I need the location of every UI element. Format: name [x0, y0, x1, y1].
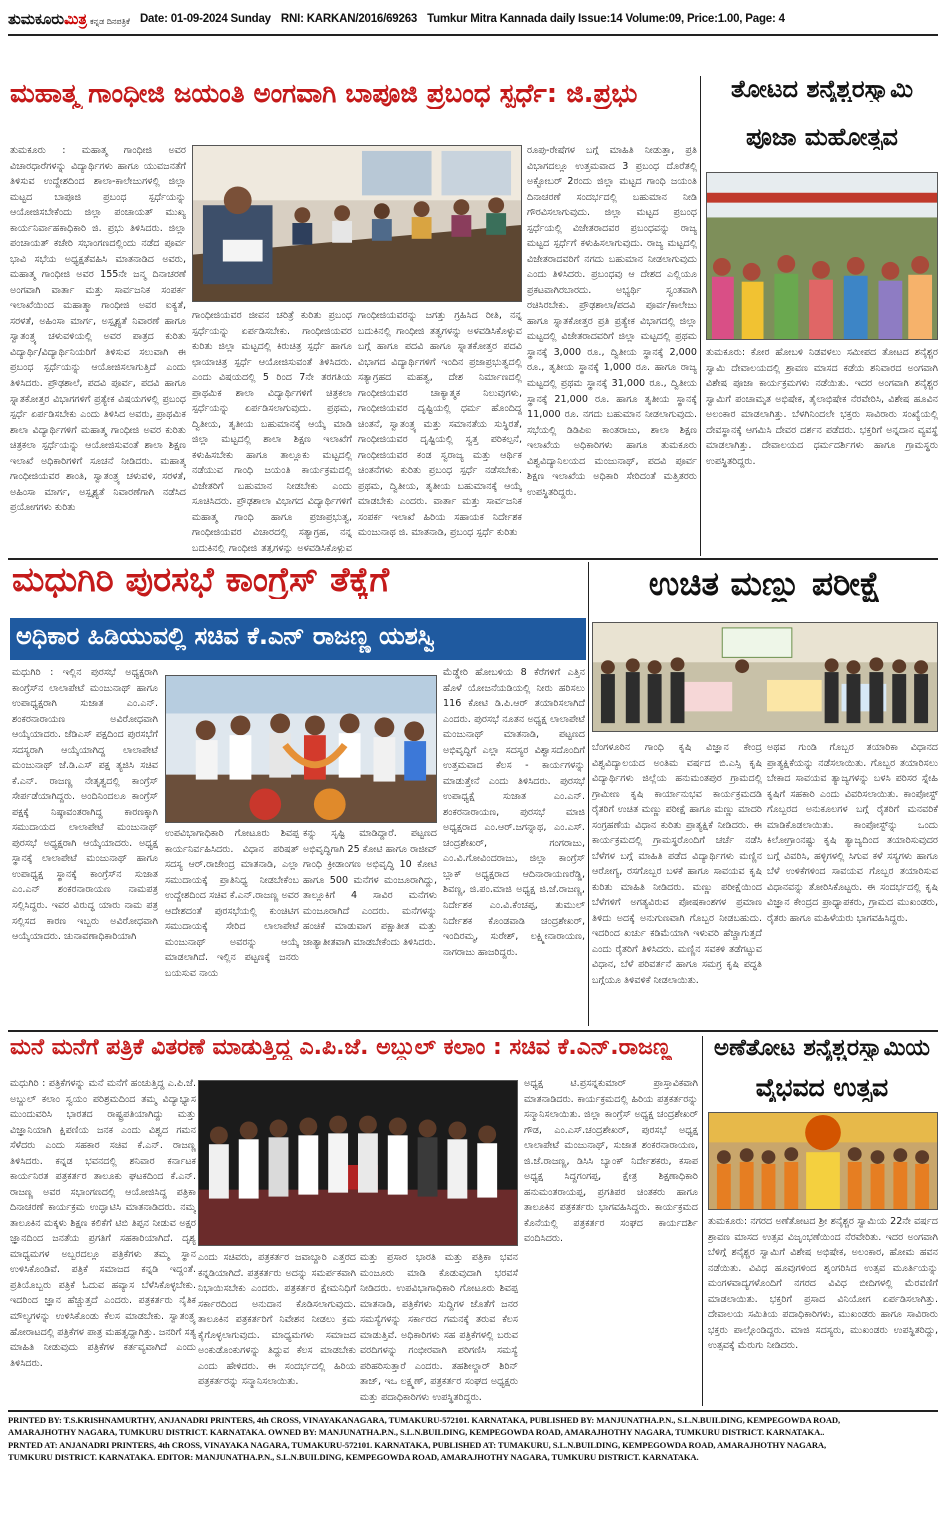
- soil-column-1: ಬೆಂಗಳೂರಿನ ಗಾಂಧಿ ಕೃಷಿ ವಿಜ್ಞಾನ ಕೇಂದ್ರ ವಿಶ್ವವಿದ್ಯಾಲಯದ ಅಂತಿಮ ವರ್ಷದ ಬಿ.ಎಸ್ಸಿ ಕೃಷಿ ವಿದ್ಯಾರ್ಥಿಗಳು ಜಿಲ್ಲೆಯ ಹನುಮಂತಪುರ ಗ್ರಾಮದಲ್ಲಿ ಗ್ರಾಮೀಣ ಕೃಷಿ ಕಾರ್ಯಾನುಭವ ಕಾರ್ಯಕ್ರಮದಡಿ ರೈತರಿಗೆ ಉಚಿತ ಮಣ್ಣು ಪರೀಕ್ಷೆ ಹಾಗೂ ಮಣ್ಣು ಮಾದರಿ ಸಂಗ್ರಹಣೆಯ ವಿಧಾನ ಕುರಿತು ಪ್ರಾತ್ಯಕ್ಷಿಕೆ ನೀಡಿದರು. ಈ ಕಾರ್ಯಕ್ರಮದಲ್ಲಿ ಗ್ರಾಮಸ್ಥರೊಂದಿಗೆ ಚರ್ಚೆ ನಡೆಸಿ ಬೆಳೆಗಳ ಬಗ್ಗೆ ಮಾಹಿತಿ ಪಡೆದ ವಿದ್ಯಾರ್ಥಿಗಳು ಮಣ್ಣಿನ ಆರೋಗ್ಯ, ರಸಗೊಬ್ಬರ ಬಳಕೆ ಹಾಗೂ ಸಾವಯವ ಕೃಷಿ ಕುರಿತು ಮಾಹಿತಿ ನೀಡಿದರು. ಮಣ್ಣು ಪರೀಕ್ಷೆಯಿಂದ ಬೆಳೆಗಳಿಗೆ ಅಗತ್ಯವಿರುವ ಪೋಷಕಾಂಶಗಳ ಪ್ರಮಾಣ ತಿಳಿದು ಅದಕ್ಕೆ ಅನುಗುಣವಾಗಿ ಗೊಬ್ಬರ ನೀಡಬಹುದು. ಇದರಿಂದ ಖರ್ಚು ಕಡಿಮೆಯಾಗಿ ಇಳುವರಿ ಹೆಚ್ಚಾಗುತ್ತದೆ ಎಂದು ರೈತರಿಗೆ ತಿಳಿಸಿದರು. ಮಣ್ಣಿನ ಸವಕಳಿ ತಡೆಗಟ್ಟುವ ವಿಧಾನ, ಬೆಳೆ ಪರಿವರ್ತನೆ ಹಾಗೂ ಸಮಗ್ರ ಕೃಷಿ ಪದ್ಧತಿ ಬಗ್ಗೆಯೂ ತಿಳಿವಳಿಕೆ ನೀಡಲಾಯಿತು.: [592, 742, 762, 986]
- newspaper-logo: [8, 10, 130, 28]
- story1-meeting-photo: [192, 145, 522, 302]
- story2-column-4: ಮೆಡ್ಡೇರಿ ಹೋಬಳಿಯ 8 ಕೆರೆಗಳಿಗೆ ಎತ್ತಿನ ಹೊಳೆ ಯೋಜನೆಯಡಿಯಲ್ಲಿ ನೀರು ಹರಿಸಲು 116 ಕೋಟಿ ಡಿ.ಪಿ.ಆರ್ ತಯಾರಿಸಲಾಗಿದೆ ಎಂದರು. ಪುರಸಭೆ ನೂತನ ಅಧ್ಯಕ್ಷ ಲಾಲಾಪೇಟೆ ಮಂಜುನಾಥ್ ಮಾತನಾಡಿ, ಪಟ್ಟಣದ ಅಭಿವೃದ್ಧಿಗೆ ಎಲ್ಲಾ ಸದಸ್ಯರ ವಿಶ್ವಾಸದೊಂದಿಗೆ ಉತ್ತಮವಾದ ಕೆಲಸ - ಕಾರ್ಯಗಳನ್ನು ಮಾಡುತ್ತೇನೆ ಎಂದು ತಿಳಿಸಿದರು. ಪುರಸಭೆ ಉಪಾಧ್ಯಕ್ಷೆ ಸುಜಾತ ಎಂ.ಎನ್. ಶಂಕರನಾರಾಯಣ, ಪುರಸಭೆ ಮಾಜಿ ಅಧ್ಯಕ್ಷರಾದ ಎಂ.ಆರ್.ಜಗನ್ನಾಥ, ಎಂ.ಎಸ್. ಚಂದ್ರಶೇಖರ್, ಗಂಗರಾಜು, ಎಂ.ವಿ.ಗೋವಿಂದರಾಜು, ಜಿಲ್ಲಾ ಕಾಂಗ್ರೆಸ್ ಬ್ಲಾಕ್ ಅಧ್ಯಕ್ಷರಾದ ಆದಿನಾರಾಯಣರೆಡ್ಡಿ, ಶಿವಣ್ಣ, ಜಿ.ಪಂ.ಮಾಜಿ ಅಧ್ಯಕ್ಷ ಜಿ.ಜೆ.ರಾಜಣ್ಣ, ನಿರ್ದೇಶಕ ಎಂ.ವಿ.ಕೆಂಚಪ್ಪ, ತುಮುಲ್ ನಿರ್ದೇಶಕ ಕೊಂಡವಾಡಿ ಚಂದ್ರಶೇಖರ್, ಇಂದಿರಮ್ಮ, ಸುರೇಶ್, ಲಕ್ಷ್ಮೀನಾರಾಯಣ, ನಾಗರಾಜು ಹಾಜರಿದ್ದರು.: [443, 667, 585, 958]
- temple2-body: ತುಮಕೂರು: ನಗರದ ಅಣೆತೋಟದ ಶ್ರೀ ಶನೈಶ್ಚರ ಸ್ವಾಮಿಯ 22ನೇ ವರ್ಷದ ಶ್ರಾವಣ ಮಾಸದ ಉತ್ಸವ ವಿಜೃಂಭಣೆಯಿಂದ ನೆರವೇರಿತು. ಇದರ ಅಂಗವಾಗಿ ಬೆಳಿಗ್ಗೆ ಶನೈಶ್ಚರ ಸ್ವಾಮಿಗೆ ವಿಶೇಷ ಅಭಿಷೇಕ, ಅಲಂಕಾರ, ಹೋಮ ಹವನ ನಡೆಯಿತು. ವಿವಿಧ ಹೂವುಗಳಿಂದ ಶೃಂಗರಿಸಿದ ಉತ್ಸವ ಮೂರ್ತಿಯನ್ನು ಮಂಗಳವಾದ್ಯಗಳೊಂದಿಗೆ ನಗರದ ವಿವಿಧ ಬೀದಿಗಳಲ್ಲಿ ಮೆರವಣಿಗೆ ಮಾಡಲಾಯಿತು. ಭಕ್ತರಿಗೆ ಪ್ರಸಾದ ವಿನಿಯೋಗ ಏರ್ಪಡಿಸಲಾಗಿತ್ತು. ದೇವಾಲಯ ಸಮಿತಿಯ ಪದಾಧಿಕಾರಿಗಳು, ಮುಖಂಡರು ಹಾಗೂ ಸಾವಿರಾರು ಭಕ್ತರು ಪಾಲ್ಗೊಂಡಿದ್ದರು. ಮಾಜಿ ಸದಸ್ಯರು, ಮುಖಂಡರು ಉಪಸ್ಥಿತರಿದ್ದು, ಉತ್ಸವಕ್ಕೆ ಮೆರುಗು ನೀಡಿದರು.: [708, 1216, 938, 1352]
- story3-column-4: ಅಧ್ಯಕ್ಷ ಟಿ.ಪ್ರಸನ್ನಕುಮಾರ್ ಪ್ರಾಸ್ತಾವಿಕವಾಗಿ ಮಾತನಾಡಿದರು. ಕಾರ್ಯಕ್ರಮದಲ್ಲಿ ಹಿರಿಯ ಪತ್ರಕರ್ತರನ್ನು ಸನ್ಮಾನಿಸಲಾಯಿತು. ಜಿಲ್ಲಾ ಕಾಂಗ್ರೆಸ್ ಅಧ್ಯಕ್ಷ ಚಂದ್ರಶೇಖರ್ ಗೌಡ, ಎಂ.ಎಸ್.ಚಂದ್ರಶೇಖರ್, ಪುರಸಭೆ ಅಧ್ಯಕ್ಷ ಲಾಲಾಪೇಟೆ ಮಂಜುನಾಥ್, ಸುಜಾತ ಶಂಕರನಾರಾಯಣ, ಜಿ.ಜೆ.ರಾಜಣ್ಣ, ಡಿಸಿಸಿ ಬ್ಯಾಂಕ್ ನಿರ್ದೇಶಕರು, ಕಸಾಪ ಅಧ್ಯಕ್ಷ ಸಿದ್ದಗಂಗಪ್ಪ, ಕ್ಷೇತ್ರ ಶಿಕ್ಷಣಾಧಿಕಾರಿ ಹನುಮಂತರಾಯಪ್ಪ, ಪ್ರಗತಿಪರ ಚಿಂತಕರು ಹಾಗೂ ತಾಲೂಕಿನ ಪತ್ರಕರ್ತರು ಭಾಗವಹಿಸಿದ್ದರು. ಕಾರ್ಯಕ್ರಮದ ಕೊನೆಯಲ್ಲಿ ಪತ್ರಕರ್ತರ ಸಂಘದ ಕಾರ್ಯದರ್ಶಿ ವಂದಿಸಿದರು.: [524, 1078, 698, 1245]
- temple1-body: ತುಮಕೂರು: ಕೋರ ಹೋಬಳಿ ನಿಡವಳಲು ಸಮೀಪದ ತೋಟದ ಶನೈಶ್ಚರ ಸ್ವಾಮಿ ದೇವಾಲಯದಲ್ಲಿ ಶ್ರಾವಣ ಮಾಸದ ಕಡೆಯ ಶನಿವಾರದ ಅಂಗವಾಗಿ ವಿಶೇಷ ಪೂಜಾ ಕಾರ್ಯಕ್ರಮಗಳು ನಡೆಯಿತು. ಇದರ ಅಂಗವಾಗಿ ಶನೈಶ್ಚರ ಸ್ವಾಮಿಗೆ ಪಂಚಾಮೃತ ಅಭಿಷೇಕ, ತೈಲಾಭಿಷೇಕ ನೆರವೇರಿಸಿ, ವಿಶೇಷ ಹೂವಿನ ಅಲಂಕಾರ ಮಾಡಲಾಗಿತ್ತು. ಬೆಳಗಿನಿಂದಲೇ ಭಕ್ತರು ಸಾವಿರಾರು ಸಂಖ್ಯೆಯಲ್ಲಿ ದೇವಸ್ಥಾನಕ್ಕೆ ಆಗಮಿಸಿ ದೇವರ ದರ್ಶನ ಪಡೆದರು. ಭಕ್ತರಿಗೆ ಅನ್ನದಾನ ವ್ಯವಸ್ಥೆ ಮಾಡಲಾಗಿತ್ತು. ದೇವಾಲಯದ ಧರ್ಮದರ್ಶಿಗಳು ಹಾಗೂ ಗ್ರಾಮಸ್ಥರು ಉಪಸ್ಥಿತರಿದ್ದರು.: [706, 347, 938, 467]
- temple-crowd-image: [707, 173, 937, 339]
- story1-column-1: ತುಮಕೂರು : ಮಹಾತ್ಮ ಗಾಂಧೀಜಿ ಅವರ ವಿಚಾರಧಾರೆಗಳನ್ನು ವಿದ್ಯಾರ್ಥಿಗಳು ಹಾಗೂ ಯುವಜನತೆಗೆ ತಿಳಿಸುವ ಉದ್ದೇಶದಿಂದ ಶಾಲಾ-ಕಾಲೇಜುಗಳಲ್ಲಿ ಜಿಲ್ಲಾ ಮಟ್ಟದ ಬಾಪೂಜಿ ಪ್ರಬಂಧ ಸ್ಪರ್ಧೆಯನ್ನು ಆಯೋಜಿಸಬೇಕೆಂದು ಜಿಲ್ಲಾ ಪಂಚಾಯತ್ ಮುಖ್ಯ ಕಾರ್ಯನಿರ್ವಾಹಕಾಧಿಕಾರಿ ಜಿ. ಪ್ರಭು ತಿಳಿಸಿದರು. ಜಿಲ್ಲಾ ಪಂಚಾಯತ್ ಕಚೇರಿ ಸಭಾಂಗಣದಲ್ಲಿಂದು ನಡೆದ ಪೂರ್ವ ಭಾವಿ ಸಭೆಯ ಅಧ್ಯಕ್ಷತೆವಹಿಸಿ ಮಾತನಾಡಿದ ಅವರು, ಮಹಾತ್ಮ ಗಾಂಧೀಜಿ ಅವರ 155ನೇ ಜನ್ಮ ದಿನಾಚರಣೆ ಅಂಗವಾಗಿ ವಾರ್ತಾ ಮತ್ತು ಸಾರ್ವಜನಿಕ ಸಂಪರ್ಕ ಇಲಾಖೆಯಿಂದ ಮಹಾತ್ಮಾ ಗಾಂಧೀಜಿ ಅವರ ಐಕ್ಯತೆ, ಸರಳತೆ, ಅಹಿಂಸಾ ಮಾರ್ಗ, ಅಸ್ಪೃಶ್ಯತೆ ನಿವಾರಣೆ ಹಾಗೂ ಸ್ವಾತಂತ್ರ್ಯ ಚಳುವಳಿಯಲ್ಲಿ ಅವರ ಪಾತ್ರದ ಕುರಿತು ವಿದ್ಯಾರ್ಥಿ/ವಿದ್ಯಾರ್ಥಿನಿಯರಿಗೆ ತಿಳಿಸುವ ಸಲುವಾಗಿ ಈ ಪ್ರಬಂಧ ಸ್ಪರ್ಧೆಯನ್ನು ಆಯೋಜಿಸಲಾಗುತ್ತಿದೆ ಎಂದು ತಿಳಿಸಿದರು. ಪ್ರೌಢಶಾಲೆ, ಪದವಿ ಪೂರ್ವ, ಪದವಿ ಹಾಗೂ ಸ್ನಾತಕೋತ್ತರ ವಿಭಾಗಗಳಿಗೆ ಪ್ರತ್ಯೇಕ ವಿಷಯಗಳಲ್ಲಿ ಪ್ರಬಂಧ ಸ್ಪರ್ಧೆ ಏರ್ಪಡಿಸಬೇಕು ಎಂದು ತಿಳಿಸಿದ ಅವರು, ಪ್ರಾಥಮಿಕ ಶಾಲಾ ವಿದ್ಯಾರ್ಥಿಗಳಿಗೆ ಮಹಾತ್ಮ ಗಾಂಧೀಜಿ ಅವರ ಕುರಿತು ಚಿತ್ರಕಲಾ ಸ್ಪರ್ಧೆಯನ್ನು ಆಯೋಜಿಸುವಂತೆ ಶಾಲಾ ಶಿಕ್ಷಣ ಇಲಾಖೆ ಅಧಿಕಾರಿಗಳಿಗೆ ಸೂಚನೆ ನೀಡಿದರು. ಮಹಾತ್ಮ ಗಾಂಧೀಜಿಯವರ ಶಾಂತಿ, ಸ್ವಾತಂತ್ರ್ಯ ಚಳುವಳಿ, ಸರಳತೆ, ಅಹಿಂಸಾ ಮಾರ್ಗ, ಅಸ್ಪೃಶ್ಯತೆ ನಿವಾರಣೆಗಾಗಿ ನಡೆಸಿದ ಪ್ರಯೋಗಗಳು ಕುರಿತು: [10, 145, 186, 514]
- temple1-headline-line1: ತೋಟದ ಶನೈಶ್ಚರಸ್ವಾಮಿ: [730, 76, 914, 103]
- story1-column-3: ಗಾಂಧೀಜಿಯವರನ್ನು ಜಗತ್ತು ಗ್ರಹಿಸಿದ ರೀತಿ, ನನ್ನ ಬದುಕಿನಲ್ಲಿ ಗಾಂಧೀಜಿ ತತ್ವಗಳನ್ನು ಅಳವಡಿಸಿಕೊಳ್ಳುವ ಬಗ್ಗೆ ಹಾಗೂ ಪದವಿ ಹಾಗೂ ಸ್ನಾತಕೋತ್ತರ ಪದವಿ ವಿಭಾಗದ ವಿದ್ಯಾರ್ಥಿಗಳಿಗೆ ಇಂದಿನ ಪ್ರಜಾಪ್ರಭುತ್ವದಲ್ಲಿ ಸತ್ಯಾಗ್ರಹದ ಮಹತ್ವ, ದೇಶ ನಿರ್ಮಾಣದಲ್ಲಿ ಗಾಂಧೀಜಿಯವರ ಚಾಕ್ಯಾತ್ಮಕ ನಿಲುವುಗಳು, ಗಾಂಧೀಜಿಯವರ ದೃಷ್ಟಿಯಲ್ಲಿ ಧರ್ಮ ಹೊಂದಿದ್ದ ಚಿಂತನೆ, ಸ್ವಾತಂತ್ರ್ಯ ಮತ್ತು ಸಮಾನತೆಯ ಸುಸ್ಥಿರತೆ, ಗಾಂಧೀಜಿಯವರ ದೃಷ್ಟಿಯಲ್ಲಿ ಸ್ವತ್ತ ಪರಿಕಲ್ಪನೆ, ಗಾಂಧೀಜಿಯವರ ಕಂಡ ಸ್ವರಾಜ್ಯ ಮತ್ತು ಆರ್ಥಿಕ ಚಿಂತನೆಗಳು ಕುರಿತು ಪ್ರಬಂಧ ಸ್ಪರ್ಧೆ ನಡೆಸಬೇಕು. ಪ್ರಥಮ, ದ್ವಿತೀಯ, ತೃತೀಯ ಬಹುಮಾನಕ್ಕೆ ಆಯ್ಕೆ ಮಾಡಬೇಕು ಎಂದರು. ವಾರ್ತಾ ಮತ್ತು ಸಾರ್ವಜನಿಕ ಸಂಪರ್ಕ ಇಲಾಖೆ ಹಿರಿಯ ಸಹಾಯಕ ನಿರ್ದೇಶಕ ಮಂಜುನಾಥ ಜಿ. ಮಾತನಾಡಿ, ಪ್ರಬಂಧ ಸ್ಪರ್ಧೆ ಕುರಿತು: [358, 310, 522, 539]
- temple1-devotees-photo: [706, 172, 938, 340]
- imprint-footer: [8, 1414, 938, 1484]
- temple2-headline-line1: ಅಣೆತೋಟ ಶನೈಶ್ಚರಸ್ವಾಮಿಯ: [713, 1036, 931, 1061]
- story2-column-3: ಕನ್ನು ಸೃಷ್ಟಿ ಮಾಡಿದ್ದಾರೆ. ಪಟ್ಟಣದ ಅಭಿವೃದ್ಧಿಗಾಗಿ 25 ಕೋಟಿ ಹಾಗೂ ರಾಜೀವ್ ಗಾಂಧಿ ಕ್ರೀಡಾಂಗಣ ಅಭಿವೃದ್ಧಿ 10 ಕೋಟಿ ಹಾಗೂ 500 ಮನೆಗಳ ಮಂಜೂರಾಗಿದ್ದು, ತಾಲ್ಲೂಕಿಗೆ 4 ಸಾವಿರ ಮನೆಗಳು ಮಂಜೂರಾಗಿದೆ ಎಂದರು. ಮನೆಗಳನ್ನು ಹಂಚಿಕೆ ಮಾಡುವಾಗ ಪಕ್ಷಾತೀತ ಮತ್ತು ಜಾತ್ಯಾತೀತವಾಗಿ ಮಾಡಬೇಕೆಂದು ತಿಳಿಸಿದರು.: [303, 828, 437, 948]
- story2-column-2: ಉಪವಿಭಾಗಾಧಿಕಾರಿ ಗೋಟೂರು ಶಿವಪ್ಪ ಕಾರ್ಯನಿರ್ವಹಿಸಿದರು. ವಿಧಾನ ಪರಿಷತ್ ಸದಸ್ಯ ಆರ್.ರಾಜೇಂದ್ರ ಮಾತನಾಡಿ, ಎಲ್ಲಾ ಸಮುದಾಯಕ್ಕೆ ಪ್ರಾತಿನಿಧ್ಯ ನೀಡಬೇಕೆಂಬ ಉದ್ದೇಶದಿಂದ ಸಚಿವ ಕೆ.ಎನ್.ರಾಜಣ್ಣ ಅವರ ಆದೇಶದಂತೆ ಪುರಸಭೆಯಲ್ಲಿ ಕುಂಚಿಟಿಗ ಸಮುದಾಯಕ್ಕೆ ಸೇರಿದ ಲಾಲಾಪೇಟೆ ಮಂಜುನಾಥ್ ಅವರನ್ನು ಆಯ್ಕೆ ಮಾಡಲಾಗಿದೆ. ಇಲ್ಲಿನ ಪಟ್ಟಣಕ್ಕೆ ಜನರು ಬಯಸುವ ನಾಯ: [165, 828, 299, 979]
- story1-column-4: ರೂಪು-ರೇಷೆಗಳ ಬಗ್ಗೆ ಮಾಹಿತಿ ನೀಡುತ್ತಾ, ಪ್ರತಿ ವಿಭಾಗದಲ್ಲೂ ಉತ್ತಮವಾದ 3 ಪ್ರಬಂಧ ದೊರೆತಲ್ಲಿ ಅಕ್ಟೋಬರ್ 2ರಂದು ಜಿಲ್ಲಾ ಮಟ್ಟದ ಗಾಂಧಿ ಜಯಂತಿ ದಿನಾಚರಣೆ ಸಂದರ್ಭದಲ್ಲಿ ಬಹುಮಾನ ನೀಡಿ ಗೌರವಿಸಲಾಗುವುದು. ಜಿಲ್ಲಾ ಮಟ್ಟದ ಪ್ರಬಂಧ ಸ್ಪರ್ಧೆಯಲ್ಲಿ ವಿಜೇತರಾದವರ ಪ್ರಬಂಧವನ್ನು ರಾಜ್ಯ ಮಟ್ಟದ ಸ್ಪರ್ಧೆಗೆ ಕಳುಹಿಸಲಾಗುವುದು. ರಾಜ್ಯ ಮಟ್ಟದಲ್ಲಿ ವಿಜೇತರಾದವರಿಗೆ ನಗದು ಬಹುಮಾನ ನೀಡಲಾಗುವುದು ಎಂದು ತಿಳಿಸಿದರು. ಪ್ರಬಂಧವು ಆ ದೇಶದ ಎಲ್ಲಿಯೂ ಪ್ರಕಟವಾಗಿರಬಾರದು. ಅಭ್ಯರ್ಥಿ ಸ್ವಂತವಾಗಿ ರಚಿಸಿರಬೇಕು. ಪ್ರೌಢಶಾಲಾ/ಪದವಿ ಪೂರ್ವ/ಕಾಲೇಜು ಹಾಗೂ ಸ್ನಾತಕೋತ್ತರ ಪ್ರತಿ ಪ್ರತ್ಯೇಕ ವಿಭಾಗದಲ್ಲಿ ಜಿಲ್ಲಾ ಮಟ್ಟದಲ್ಲಿ ವಿಜೇತರಾದವರಿಗೆ ಜಿಲ್ಲಾ ಮಟ್ಟದಲ್ಲಿ ಪ್ರಥಮ ಸ್ಥಾನಕ್ಕೆ 3,000 ರೂ., ದ್ವಿತೀಯ ಸ್ಥಾನಕ್ಕೆ 2,000 ರೂ., ತೃತೀಯ ಸ್ಥಾನಕ್ಕೆ 1,000 ರೂ. ಹಾಗೂ ರಾಜ್ಯ ಮಟ್ಟದಲ್ಲಿ ಪ್ರಥಮ ಸ್ಥಾನಕ್ಕೆ 31,000 ರೂ., ದ್ವಿತೀಯ ಸ್ಥಾನಕ್ಕೆ 21,000 ರೂ. ಹಾಗೂ ತೃತೀಯ ಸ್ಥಾನಕ್ಕೆ 11,000 ರೂ. ನಗದು ಬಹುಮಾನ ನೀಡಲಾಗುವುದು. ಸಭೆಯಲ್ಲಿ ಡಿಡಿಪಿಐ ಕಾಂತರಾಜು, ಶಾಲಾ ಶಿಕ್ಷಣ ಇಲಾಖೆಯ ಅಧಿಕಾರಿಗಳು ಹಾಗೂ ತುಮಕೂರು ವಿಶ್ವವಿದ್ಯಾನಿಲಯದ ಮಂಜುನಾಥ್, ಪದವಿ ಪೂರ್ವ ಶಿಕ್ಷಣ ಇಲಾಖೆಯ ಅಧಿಕಾರಿ ಸೇರಿದಂತೆ ಮತ್ತಿತರರು ಉಪಸ್ಥಿತರಿದ್ದರು.: [527, 145, 697, 498]
- imprint-line-3: PRNTED AT: ANJANADRI PRINTERS, 4th CROSS, VINAYAKA NAGARA, TUMAKURU-572101. KARNATAKA, PUBLISHED AT: TUMAKURU, S.L.N.BUILDING, KEMPEGOWDA ROAD, AMARAJHOTHY NAGARA,: [8, 1439, 827, 1450]
- logo-word-mitra: ಮಿತ್ರ: [64, 10, 87, 28]
- footer-divider: [8, 1410, 938, 1412]
- story3-stage-photo: [198, 1080, 518, 1246]
- column-divider: [588, 562, 589, 1026]
- section-divider: [8, 1030, 938, 1032]
- story2-column-1: ಮಧುಗಿರಿ : ಇಲ್ಲಿನ ಪುರಸಭೆ ಅಧ್ಯಕ್ಷರಾಗಿ ಕಾಂಗ್ರೆಸ್‌ನ ಲಾಲಾಪೇಟೆ ಮಂಜುನಾಥ್ ಹಾಗೂ ಉಪಾಧ್ಯಕ್ಷರಾಗಿ ಸುಜಾತ ಎಂ.ಎನ್. ಶಂಕರನಾರಾಯಣ ಅವಿರೋಧವಾಗಿ ಆಯ್ಕೆಯಾದರು. ಜೆಡಿಎಸ್ ಪಕ್ಷದಿಂದ ಪುರಸಭೆಗೆ ಸದಸ್ಯರಾಗಿ ಆಯ್ಕೆಯಾಗಿದ್ದ ಲಾಲಾಪೇಟೆ ಮಂಜುನಾಥ್ ಜೆ.ಡಿ.ಎಸ್ ಪಕ್ಷ ತ್ಯಜಿಸಿ ಸಚಿವ ಕೆ.ಎನ್. ರಾಜಣ್ಣ ನೇತೃತ್ವದಲ್ಲಿ ಕಾಂಗ್ರೆಸ್ ಸೇರ್ಪಡೆಯಾಗಿದ್ದರು. ಅಂದಿನಿಂದಲೂ ಕಾಂಗ್ರೆಸ್ ಪಕ್ಷಕ್ಕೆ ನಿಷ್ಠಾವಂತರಾಗಿದ್ದ ಕಾರಣಕ್ಕಾಗಿ ಸಮುದಾಯದ ಲಾಲಾಪೇಟೆ ಮಂಜುನಾಥ್ ಪುರಸಭೆ ಅಧ್ಯಕ್ಷರಾಗಿ ಆಯ್ಕೆಯಾದರು. ಅಧ್ಯಕ್ಷ ಸ್ಥಾನಕ್ಕೆ ಲಾಲಾಪೇಟೆ ಮಂಜುನಾಥ್ ಹಾಗೂ ಉಪಾಧ್ಯಕ್ಷ ಸ್ಥಾನಕ್ಕೆ ಕಾಂಗ್ರೆಸ್‌ನ ಸುಜಾತ ಎಂ.ಎನ್ ಶಂಕರನಾರಾಯಣ ನಾಮಪತ್ರ ಸಲ್ಲಿಸಿದ್ದರು. ಇವರ ವಿರುದ್ಧ ಯಾರು ನಾಮ ಪತ್ರ ಸಲ್ಲಿಸದ ಕಾರಣ ಇಬ್ಬರು ಅವಿರೋಧವಾಗಿ ಆಯ್ಕೆಯಾದರು. ಚುನಾವಣಾಧಿಕಾರಿಯಾಗಿ: [12, 667, 158, 943]
- column-divider: [700, 76, 701, 556]
- story3-column-3: ಮತ್ತು ಪ್ರಸಾರ ಭಾರತಿ ಮತ್ತು ಪತ್ರಿಕಾ ಭವನ ಮಂಜೂರು ಮಾಡಿ ಕೊಡುವುದಾಗಿ ಭರವಸೆ ನೀಡಿದರು. ಉಪವಿಭಾಗಾಧಿಕಾರಿ ಗೋಟೂರು ಶಿವಪ್ಪ ಮಾತನಾಡಿ, ಪತ್ರಿಕೆಗಳು ಸುದ್ದಿಗಳ ಜೊತೆಗೆ ಜನರ ಸಮಸ್ಯೆಗಳನ್ನು ಸರ್ಕಾರದ ಗಮನಕ್ಕೆ ತರುವ ಕೆಲಸ ಮಾಡುತ್ತಿವೆ. ಅಧಿಕಾರಿಗಳು ಸಹ ಪತ್ರಿಕೆಗಳಲ್ಲಿ ಬರುವ ವರದಿಗಳನ್ನು ಗಂಭೀರವಾಗಿ ಪರಿಗಣಿಸಿ ಸಮಸ್ಯೆ ಪರಿಹರಿಸುತ್ತಾರೆ ಎಂದರು. ತಹಶೀಲ್ದಾರ್ ಶಿರಿನ್ ತಾಜ್, ಇಒ ಲಕ್ಷ್ಮಣ್, ಪತ್ರಕರ್ತರ ಸಂಘದ ಅಧ್ಯಕ್ಷರು ಮತ್ತು ಪದಾಧಿಕಾರಿಗಳು ಉಪಸ್ಥಿತರಿದ್ದರು.: [360, 1252, 518, 1403]
- temple2-headline-line2: ವೈಭವದ ಉತ್ಸವ: [755, 1074, 889, 1102]
- temple1-headline-line2: ಪೂಜಾ ಮಹೋತ್ಸವ: [746, 124, 898, 151]
- rni-number: RNI: KARKAN/2016/69263: [280, 13, 418, 25]
- story1-column-2: ಗಾಂಧೀಜಿಯವರ ಜೀವನ ಚರಿತ್ರೆ ಕುರಿತು ಪ್ರಬಂಧ ಸ್ಪರ್ಧೆಯನ್ನು ಏರ್ಪಡಿಸಬೇಕು. ಗಾಂಧೀಜಿಯವರ ಕುರಿತು ಜಿಲ್ಲಾ ಮಟ್ಟದಲ್ಲಿ ಕಿರುಚಿತ್ರ ಸ್ಪರ್ಧೆ ಹಾಗೂ ಛಾಯಾಚಿತ್ರ ಸ್ಪರ್ಧೆ ಆಯೋಜಿಸುವಂತೆ ತಿಳಿಸಿದರು. ಎಂದು ವಿಷಯದಲ್ಲಿ 5 ರಿಂದ 7ನೇ ತರಗತಿಯ ಪ್ರಾಥಮಿಕ ಶಾಲಾ ವಿದ್ಯಾರ್ಥಿಗಳಿಗೆ ಚಿತ್ರಕಲಾ ಸ್ಪರ್ಧೆಯನ್ನು ಏರ್ಪಡಿಸಲಾಗುವುದು. ಪ್ರಥಮ, ದ್ವಿತೀಯ, ತೃತೀಯ ಬಹುಮಾನಕ್ಕೆ ಆಯ್ಕೆ ಮಾಡಿ ಜಿಲ್ಲಾ ಮಟ್ಟದಲ್ಲಿ ಶಾಲಾ ಶಿಕ್ಷಣ ಇಲಾಖೆಗೆ ಕಳುಹಿಸಬೇಕು ಹಾಗೂ ತಾಲ್ಲೂಕು ಮಟ್ಟದಲ್ಲಿ ನಡೆಯುವ ಗಾಂಧಿ ಜಯಂತಿ ಕಾರ್ಯಕ್ರಮದಲ್ಲಿ ವಿಜೇತರಿಗೆ ಬಹುಮಾನ ನೀಡಬೇಕು ಎಂದು ಸೂಚಿಸಿದರು. ಪ್ರೌಢಶಾಲಾ ವಿಭಾಗದ ವಿದ್ಯಾರ್ಥಿಗಳಿಗೆ ಮಹಾತ್ಮ ಗಾಂಧಿ ಹಾಗೂ ಪ್ರಜಾಪ್ರಭುತ್ವ, ಗಾಂಧೀಜಿಯವರ ವಿಚಾರದಲ್ಲಿ ಸತ್ಯಾಗ್ರಹ, ನನ್ನ ಬದುಕಿನಲ್ಲಿ ಗಾಂಧೀಜಿ ತತ್ವಗಳನ್ನು ಅಳವಡಿಸಿಕೊಳ್ಳುವ: [192, 310, 352, 553]
- press-day-stage-image: [199, 1081, 517, 1245]
- story2-headline: ಮಧುಗಿರಿ ಪುರಸಭೆ ಕಾಂಗ್ರೆಸ್ ತೆಕ್ಕೆಗೆ: [12, 562, 390, 600]
- column-divider: [702, 1036, 703, 1406]
- story2-subhead-bar: [10, 618, 586, 660]
- imprint-line-2: AMARAJHOTHY NAGARA, TUMKURU DISTRICT. KARNATAKA. OWNED BY: MANJUNATHA.P.N., S.L.N.BUILDING, KEMPEGOWDA ROAD, AMARAJHOTHY NAGARA, TUMKURU DISTRICT. KARNATAKA..: [8, 1427, 825, 1438]
- section-divider: [8, 558, 938, 560]
- story1-headline: ಮಹಾತ್ಮ ಗಾಂಧೀಜಿ ಜಯಂತಿ ಅಂಗವಾಗಿ ಬಾಪೂಜಿ ಪ್ರಬಂಧ ಸ್ಪರ್ಧೆ: ಜಿ.ಪ್ರಭು: [10, 80, 638, 109]
- soil-column-2: ಅಥವ ಗುಂಡಿ ಗೊಬ್ಬರ ತಯಾರಿಕಾ ವಿಧಾನದ ಪ್ರಾತ್ಯಕ್ಷಿಕೆಯನ್ನು ನಡೆಸಲಾಯಿತು. ಗೊಬ್ಬರ ತಯಾರಿಸಲು ಬೇಕಾದ ಸಾವಯವ ತ್ಯಾಜ್ಯಗಳನ್ನು ಬಳಸಿ ಪರಿಸರ ಸ್ನೇಹಿ ಕೃಷಿಗೆ ಸಹಕಾರಿ ಎಂದು ವಿವರಿಸಲಾಯಿತು. ಕಾಂಪೋಸ್ಟ್ ಗೊಬ್ಬರದ ಅನುಕೂಲಗಳ ಬಗ್ಗೆ ರೈತರಿಗೆ ಮನವರಿಕೆ ಮಾಡಿಕೊಡಲಾಯಿತು. ಕಾಂಪೋಸ್ಟ್‌ನ್ನು ಒಂದು ಕಿಲೋಗ್ರಾಂನಷ್ಟು ಕೃಷಿ ತ್ಯಾಜ್ಯದಿಂದ ತಯಾರಿಸುವುದರ ಬಗ್ಗೆ ವಿವರಿಸಿ, ಹಳ್ಳಿಗಳಲ್ಲಿ ಸಿಗುವ ಕಳೆ ಸಸ್ಯಗಳು ಹಾಗೂ ಬೆಳೆ ಉಳಿಕೆಗಳಿಂದ ಸಾವಯವ ಗೊಬ್ಬರ ತಯಾರಿಸುವ ವಿಧಾನವನ್ನು ತೋರಿಸಿಕೊಟ್ಟರು. ಈ ಸಂದರ್ಭದಲ್ಲಿ ಕೃಷಿ ವಿಜ್ಞಾನ ಕೇಂದ್ರದ ಪ್ರಾಧ್ಯಾಪಕರು, ಗ್ರಾಮದ ಮುಖಂಡರು, ರೈತರು ಹಾಗೂ ಮಹಿಳೆಯರು ಭಾಗವಹಿಸಿದ್ದರು.: [767, 742, 938, 924]
- logo-word-tumakuru: ತುಮಕೂರು: [8, 10, 65, 28]
- story3-column-1: ಮಧುಗಿರಿ : ಪತ್ರಿಕೆಗಳನ್ನು ಮನೆ ಮನೆಗೆ ಹಂಚುತ್ತಿದ್ದ ಎ.ಪಿ.ಜೆ. ಅಬ್ದುಲ್ ಕಲಾಂ ಸ್ವಯಂ ಪರಿಶ್ರಮದಿಂದ ತಮ್ಮ ವಿದ್ಯಾಭ್ಯಾಸ ಮುಂದುವರಿಸಿ ಭಾರತದ ರಾಷ್ಟ್ರಪತಿಯಾಗಿದ್ದು ಮತ್ತು ವಿಜ್ಞಾನಿಯಾಗಿ ಕ್ಷಿಪಣಿಯ ಜನಕ ಎಂದು ವಿಶ್ವದ ಗಮನ ಸೆಳೆದರು ಎಂದು ಸಹಕಾರ ಸಚಿವ ಕೆ.ಎನ್. ರಾಜಣ್ಣ ತಿಳಿಸಿದರು. ಕನ್ನಡ ಭವನದಲ್ಲಿ ಶನಿವಾರ ಕರ್ನಾಟಕ ಕಾರ್ಯನಿರತ ಪತ್ರಕರ್ತರ ತಾಲೂಕು ಘಟಕದಿಂದ ಕೆ.ಎನ್. ರಾಜಣ್ಣ ಅವರ ಸಭಾಂಗಣದಲ್ಲಿ ಆಯೋಜಿಸಿದ್ದ ಪತ್ರಿಕಾ ದಿನಾಚರಣೆ ಕಾರ್ಯಕ್ರಮ ಉದ್ಘಾಟಿಸಿ ಮಾತನಾಡಿದರು. ನಮ್ಮ ತಾಲೂಕಿನ ಮಕ್ಕಳು ಶಿಕ್ಷಣ ಕಲಿಕೆಗೆ ಟಿಬಿ ತಿಪ್ಪನ ನೀಡುವ ಅಕ್ಷರ ಜ್ಞಾನದಿಂದ ಜನತೆಯ ಪ್ರಗತಿಗೆ ಸಹಕಾರಿಯಾಗಿದೆ. ದೃಶ್ಯ ಮಾಧ್ಯಮಗಳ ಅಬ್ಬರದಲ್ಲೂ ಪತ್ರಿಕೆಗಳು ತಮ್ಮ ಸ್ಥಾನ ಉಳಿಸಿಕೊಂಡಿವೆ. ಪತ್ರಿಕೆ ಸಮಾಜದ ಕನ್ನಡಿ ಇದ್ದಂತೆ. ಪ್ರತಿಯೊಬ್ಬರು ಪತ್ರಿಕೆ ಓದುವ ಹವ್ಯಾಸ ಬೆಳೆಸಿಕೊಳ್ಳಬೇಕು. ಇದರಿಂದ ಜ್ಞಾನ ಹೆಚ್ಚುತ್ತದೆ ಎಂದರು. ಪತ್ರಕರ್ತರು ನೈತಿಕ ಮೌಲ್ಯಗಳನ್ನು ಉಳಿಸಿಕೊಂಡು ಕೆಲಸ ಮಾಡಬೇಕು. ಸ್ವಾತಂತ್ರ್ಯ ಹೋರಾಟದಲ್ಲಿ ಪತ್ರಿಕೆಗಳ ಪಾತ್ರ ಮಹತ್ವದ್ದಾಗಿತ್ತು. ಜನರಿಗೆ ಸತ್ಯ ಮಾಹಿತಿ ನೀಡುವುದು ಪತ್ರಿಕೆಗಳ ಕರ್ತವ್ಯವಾಗಿದೆ ಎಂದು ತಿಳಿಸಿದರು.: [10, 1078, 196, 1369]
- logo-tagline: ಕನ್ನಡ ದಿನಪತ್ರಿಕೆ: [89, 17, 130, 26]
- students-group-image: [593, 623, 937, 731]
- masthead: [8, 4, 938, 36]
- story3-column-2: ಎಂದು ಸಚಿವರು, ಪತ್ರಕರ್ತರ ಜವಾಬ್ದಾರಿ ಎತ್ತರದ ಕನ್ನಡಿಯಾಗಿದೆ. ಪತ್ರಕರ್ತರು ಅದನ್ನು ಸಮರ್ಪಕವಾಗಿ ನಿಭಾಯಿಸಬೇಕು ಎಂದರು. ಪತ್ರಕರ್ತರ ಕ್ಷೇಮನಿಧಿಗೆ ಸರ್ಕಾರದಿಂದ ಅನುದಾನ ಕೊಡಿಸಲಾಗುವುದು. ತಾಲೂಕಿನ ಪತ್ರಕರ್ತರಿಗೆ ನಿವೇಶನ ನೀಡಲು ಕ್ರಮ ಕೈಗೊಳ್ಳಲಾಗುವುದು. ಮಾಧ್ಯಮಗಳು ಸಮಾಜದ ಅಂಕುಡೊಂಕುಗಳನ್ನು ತಿದ್ದುವ ಕೆಲಸ ಮಾಡಬೇಕು ಎಂದು ಹೇಳಿದರು. ಈ ಸಂದರ್ಭದಲ್ಲಿ ಹಿರಿಯ ಪತ್ರಕರ್ತರನ್ನು ಸನ್ಮಾನಿಸಲಾಯಿತು.: [198, 1252, 356, 1388]
- meeting-room-image: [193, 146, 521, 301]
- temple2-festival-photo: [708, 1112, 938, 1210]
- story3-headline: ಮನೆ ಮನೆಗೆ ಪತ್ರಿಕೆ ವಿತರಣೆ ಮಾಡುತ್ತಿದ್ದ ಎ.ಪಿ.ಜೆ. ಅಬ್ದುಲ್ ಕಲಾಂ : ಸಚಿವ ಕೆ.ಎನ್.ರಾಜಣ್ಣ: [10, 1036, 672, 1060]
- imprint-line-4: TUMKURU DISTRICT. KARNATAKA. EDITOR: MANJUNATHA.P.N., S.L.N.BUILDING, KEMPEGOWDA ROAD, AMARAJHOTHY NAGARA, TUMKURU DISTRICT. KARNATAKA.: [8, 1452, 699, 1463]
- issue-date: Date: 01-09-2024 Sunday: [139, 13, 271, 25]
- story2-felicitation-photo: [165, 675, 437, 823]
- story2-subhead: ಅಧಿಕಾರ ಹಿಡಿಯುವಲ್ಲಿ ಸಚಿವ ಕೆ.ಎನ್ ರಾಜಣ್ಣ ಯಶಸ್ವಿ: [16, 622, 435, 650]
- soil-headline: ಉಚಿತ ಮಣ್ಣು ಪರೀಕ್ಷೆ: [648, 566, 882, 603]
- felicitation-image: [166, 676, 436, 822]
- temple-festival-image: [709, 1113, 937, 1209]
- issue-info: Tumkur Mitra Kannada daily Issue:14 Volume:09, Price:1.00, Page: 4: [427, 13, 785, 25]
- soil-students-photo: [592, 622, 938, 732]
- imprint-line-1: PRINTED BY: T.S.KRISHNAMURTHY, ANJANADRI PRINTERS, 4th CROSS, VINAYAKANAGARA, TUMAKURU-572101. KARNATAKA, PUBLISHED BY: MANJUNATHA.P.N., S.L.N.BUILDING, KEMPEGOWDA ROAD,: [8, 1415, 841, 1425]
